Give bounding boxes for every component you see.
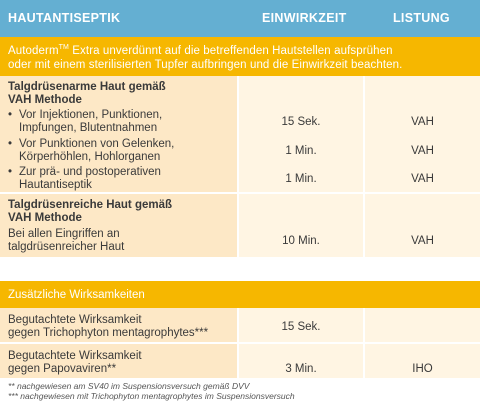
section2-row2-listing: IHO	[412, 363, 433, 375]
section2-row1-time: 15 Sek.	[281, 321, 321, 333]
group1-row3-time: 1 Min.	[285, 173, 317, 185]
instruction-banner	[0, 37, 480, 76]
instruction-line-2: oder mit einem sterilisierten Tupfer aufbringen und die Einwirkzeit beachten.	[8, 59, 403, 71]
footnote-trichophyton: *** nachgewiesen mit Trichophyton mentagrophytes im Suspensionsversuch	[8, 391, 295, 401]
section2-row-papovaviren	[0, 344, 480, 380]
section-zusaetzliche-wirksamkeiten	[0, 281, 480, 308]
group2-title-line2: VAH Methode	[8, 212, 82, 224]
group1-row3-listing: VAH	[411, 173, 434, 185]
group1-row2-listing: VAH	[411, 145, 434, 157]
header-listung: LISTUNG	[393, 11, 450, 25]
group2-listing: VAH	[411, 235, 434, 247]
section2-row2-line1: Begutachtete Wirksamkeit	[8, 350, 142, 362]
header-hautantiseptik: HAUTANTISEPTIK	[8, 11, 121, 25]
group1-title-line1: Talgdrüsenarme Haut gemäß	[8, 81, 166, 93]
group2-text-line2: talgdrüsenreicher Haut	[8, 241, 125, 253]
group2-time: 10 Min.	[282, 235, 320, 247]
group1-row1-listing: VAH	[411, 116, 434, 128]
section2-row1-line1: Begutachtete Wirksamkeit	[8, 314, 142, 326]
section2-row2-time: 3 Min.	[285, 363, 317, 375]
header-einwirkzeit: EINWIRKZEIT	[262, 11, 347, 25]
trademark-mark: TM	[58, 44, 69, 51]
section2-title: Zusätzliche Wirksamkeiten	[8, 289, 145, 301]
group1-row2-time: 1 Min.	[285, 145, 317, 157]
group2-title-line1: Talgdrüsenreiche Haut gemäß	[8, 199, 173, 211]
section2-row-trichophyton	[0, 308, 480, 344]
section2-row1-line2: gegen Trichophyton mentagrophytes***	[8, 327, 209, 339]
group-talgdruesenarme-haut: Talgdrüsenarme Haut gemäß VAH Methode • Vor Injektionen, Punktionen, Impfungen, Blutentnahmen 15 Sek. VAH • Vor Punktionen von Gelenken, Körperhöhlen, Hohlorganen 1 Min. VAH • Zur prä- und postoperativen Hautantiseptik 1 Min. VAH	[0, 76, 480, 194]
group1-title-line2: VAH Methode	[8, 94, 82, 106]
group1-row1-time: 15 Sek.	[281, 116, 321, 128]
group2-text-line1: Bei allen Eingriffen an	[8, 228, 120, 240]
footnote-sv40: ** nachgewiesen am SV40 im Suspensionsversuch gemäß DVV	[8, 381, 250, 391]
instruction-line-1: Autoderm™ Extra unverdünnt auf die betreffenden Hautstellen aufsprühen	[8, 44, 393, 57]
group-talgdruesenreiche-haut	[0, 194, 480, 259]
section2-row2-line2: gegen Papovaviren**	[8, 363, 117, 375]
table-header	[0, 0, 480, 37]
